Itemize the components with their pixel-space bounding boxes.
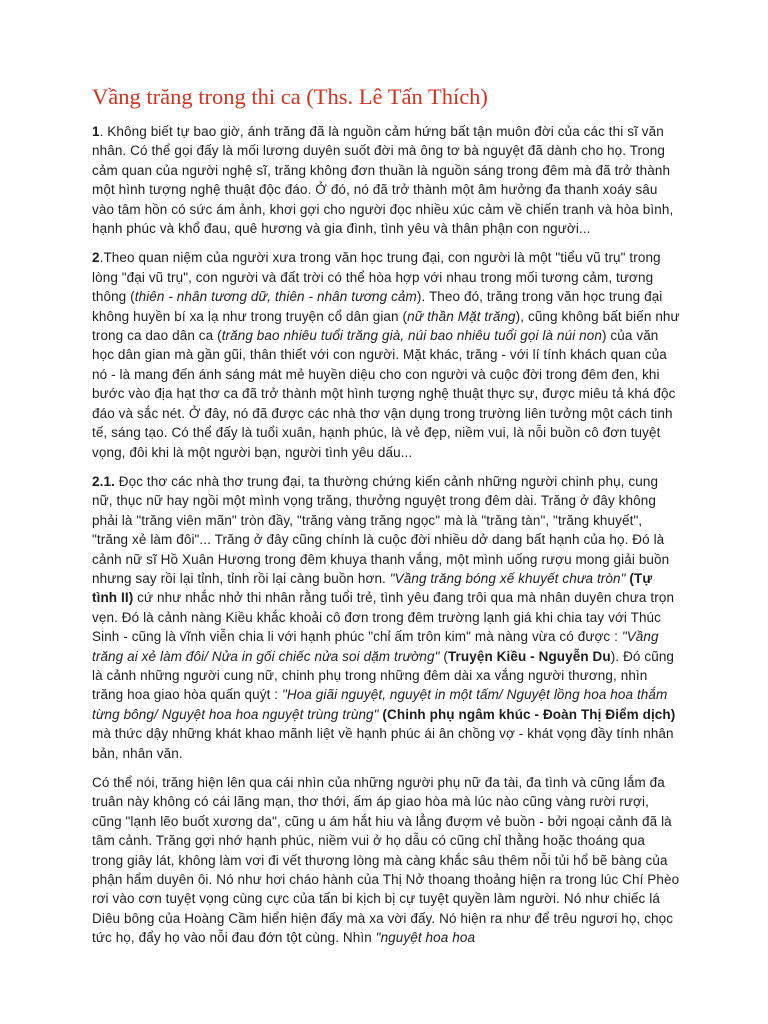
text-run: "Vầng trăng bóng xế khuyết chưa tròn" (389, 570, 626, 586)
text-run: (Tự tình II) (92, 570, 653, 606)
paragraph-2-1 (92, 472, 680, 763)
text-run: ). Đó cũng là cảnh những người cung nữ, chinh phụ trong những đêm dài xa vắng người thương, nhìn trăng hoa giao hòa quấn quýt : (92, 648, 675, 703)
text-run: Truyện Kiều - Nguyễn Du (447, 648, 611, 664)
paragraph-4 (92, 773, 680, 948)
text-run: "nguyệt hoa hoa (375, 930, 476, 946)
text-run: . Không biết tự bao giờ, ánh trăng đã là nguồn cảm hứng bất tận muôn đời của các thi sĩ văn nhân. Có thể gọi đấy là mối lương duyên suốt đời mà ông tơ bà nguyệt đã dành cho họ. Trong cảm quan của người nghệ sĩ, trăng không đơn thuần là nguồn sáng trong đêm mà đã trở thành một hình tượng nghệ thuật độc đáo. Ở đó, nó đã trở thành một âm hưởng đa thanh xoáy sâu vào tâm hồn có sức ám ảnh, khơi gợi cho người đọc nhiều xúc cảm về chiến tranh và hòa bình, hạnh phúc và khổ đau, quê hương và gia đình, tình yêu và thân phận con người... (92, 124, 674, 237)
text-run: thiên - nhân tương dữ, thiên - nhân tương cảm (134, 289, 417, 305)
paragraph-2 (92, 248, 680, 461)
text-run: 2.1. (92, 473, 115, 489)
text-run: (Chinh phụ ngâm khúc - Đoàn Thị Điểm dịch) (382, 706, 676, 722)
document-title: Vầng trăng trong thi ca (Ths. Lê Tấn Thích) (92, 84, 488, 109)
text-run: "Hoa giãi nguyệt, nguyệt in một tấm/ Nguyệt lồng hoa hoa thắm từng bông/ Nguyệt hoa hoa nguyệt trùng trùng" (92, 687, 668, 722)
text-run: 2 (92, 250, 100, 266)
text-run: Đọc thơ các nhà thơ trung đại, ta thường chứng kiến cảnh những người chinh phụ, cung nữ, thục nữ hay ngồi một mình vọng trăng, thưởng nguyệt trong đêm dài. Trăng ở đây không phải là "trăng viên mãn" tròn đầy, "trăng vàng trăng ngọc" mà là "trăng tàn", "trăng khuyết", "trăng xẻ làm đôi"... Trăng ở đây cũng chính là cuộc đời nhiều dở dang bất hạnh của họ. Đó là cảnh nữ sĩ Hồ Xuân Hương trong đêm khuya thanh vắng, một mình uống rượu mong giải buồn nhưng say rồi lại tỉnh, tỉnh rồi lại càng buồn hơn. (92, 473, 670, 586)
text-run: mà thức dậy những khát khao mãnh liệt về hạnh phúc ái ân chồng vợ - khát vọng đầy tính nhân bản, nhân văn. (92, 726, 674, 761)
text-run: cứ như nhắc nhở thi nhân rằng tuổi trẻ, tình yêu đang trôi qua mà nhân duyên chưa trọn vẹn. Đó là cảnh nàng Kiều khắc khoải cô đơn trong đêm trường lạnh giá khi chia tay với Thúc Sinh - cũng là vĩnh viễn chia li với hạnh phúc "chỉ ấm trôn kim" mà nàng vừa có được : (92, 590, 675, 645)
document-page (92, 82, 680, 958)
text-run: 1 (92, 124, 100, 139)
text-run: Có thể nói, trăng hiện lên qua cái nhìn của những người phụ nữ đa tài, đa tình và cũng lắm đa truân này không có cái lãng mạn, thơ thới, ấm áp giao hòa mà lúc nào cũng vàng rười rượi, cũng "lạnh lẽo buốt xương da", cũng u ám hắt hiu và lẳng đượm vẻ buồn - bởi ngoại cảnh đã là tâm cảnh. Trăng gợi nhớ hạnh phúc, niềm vui ở họ dẫu có cũng chỉ thằng hoặc thoáng qua trong giây lát, không làm vơi đi vết thương lòng mà càng khắc sâu thêm nỗi tủi hổ bẽ bàng của phận hẩm duyên ôi. Nó như hơi cháo hành của Thị Nở thoang thoảng hiện ra trong lúc Chí Phèo rơi vào cơn tuyệt vọng cùng cực của tấn bi kịch bị cự tuyệt quyền làm người. Nó như chiếc lá Diêu bông của Hoàng Cầm hiển hiện đấy mà xa vời đấy. Nó hiện ra như để trêu ngươi họ, chọc tức họ, đẩy họ vào nỗi đau đớn tột cùng. Nhìn (92, 775, 680, 946)
text-run: nữ thần Mặt trăng (407, 308, 516, 324)
text-run: ), cũng không bất biến như trong ca dao dân ca ( (92, 308, 680, 344)
text-run: ). Theo đó, trăng trong văn học trung đại không huyền bí xa lạ như trong truyện cổ dân gian ( (92, 289, 663, 324)
text-run: .Theo quan niệm của người xưa trong văn học trung đại, con người là một "tiểu vũ trụ" trong lòng "đại vũ trụ", con người và đất trời có thể hòa hợp với nhau trong mối tương cảm, tương thông ( (92, 250, 661, 305)
paragraph-1 (92, 122, 680, 238)
text-run: ) của văn học dân gian mà gần gũi, thân thiết với con người. Mặt khác, trăng - với lí tính khách quan của nó - là mang đến ánh sáng mát mẻ huyền diệu cho con người và cuộc đời trong đêm đen, khi bước vào địa hạt thơ ca đã trở thành một hình tượng nghệ thuật thực sự, được miêu tả khá độc đáo và sắc nét. Ở đây, nó đã được các nhà thơ vận dụng trong trường liên tưởng một cách tinh tế, sáng tạo. Có thể đấy là tuổi xuân, hạnh phúc, là vẻ đẹp, niềm vui, là nỗi buồn cô đơn tuyệt vọng, đôi khi là một người bạn, người tình yêu dấu... (92, 328, 676, 460)
text-run: ( (439, 648, 448, 664)
text-run: "Vầng trăng ai xẻ làm đôi/ Nửa in gối chiếc nửa soi dặm trường" (92, 629, 659, 664)
text-run: trăng bao nhiêu tuổi trăng già, núi bao nhiêu tuổi gọi là núi non (221, 328, 602, 344)
